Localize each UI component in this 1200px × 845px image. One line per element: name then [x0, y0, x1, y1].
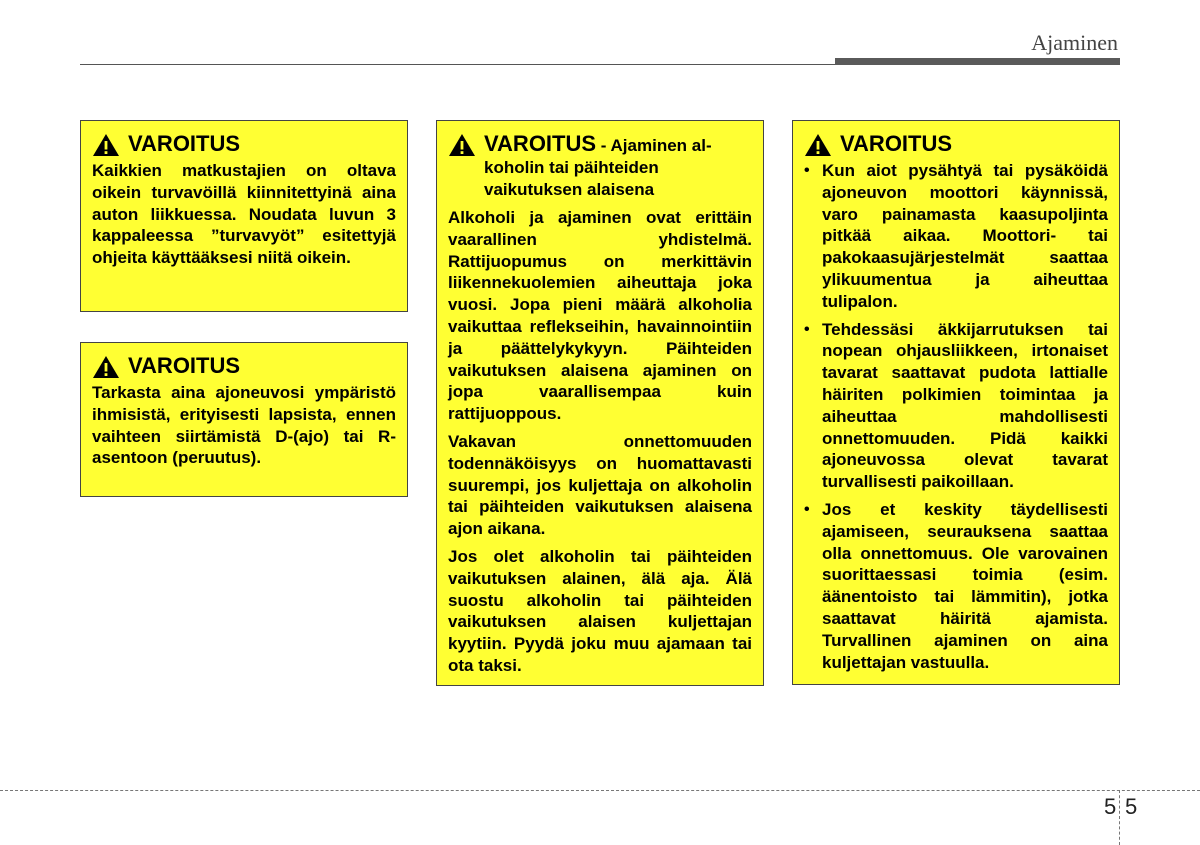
warning-triangle-icon — [92, 133, 120, 157]
list-item — [804, 160, 1108, 313]
warning-box-driving-safety — [792, 120, 1120, 685]
warning-title: VAROITUS — [128, 353, 241, 378]
bullet-text: Tehdessäsi äkkijarrutuksen tai nopean ohjausliikkeen, irtonaiset tavarat saattavat pudota lattialle häiriten polkimien toimintaa ja aiheuttaa mahdollisesti onnettomuuden. Pidä kaikki ajoneuvossa olevat tavarat turvallisesti paikoillaan. — [822, 319, 1108, 492]
warning-bullet-list — [804, 160, 1108, 673]
page-number-separator — [1119, 790, 1120, 845]
chapter-number: 5 — [1104, 794, 1117, 819]
header-rule — [80, 64, 835, 65]
warning-box-seatbelts — [80, 120, 408, 312]
warning-box-heading — [804, 131, 1108, 157]
bullet-text: Kun aiot pysähtyä tai pysäköidä ajoneuvon moottori käynnissä, varo painamasta kaasupoljinta pitkää aikaa. Moottori- tai pakokaasujärjestelmät saattaa ylikuumentua ja aiheuttaa tulipalon. — [822, 161, 1108, 311]
header-bar — [835, 58, 1120, 65]
page-number: 5 — [1125, 794, 1138, 819]
warning-title: VAROITUS — [840, 131, 953, 156]
bullet-icon: • — [804, 500, 810, 518]
warning-paragraph: Jos olet alkoholin tai päihteiden vaikutuksen alainen, älä aja. Älä suostu alkoholin tai päihteiden vaikutuksen alaisen kuljettajan kyytiin. Pyydä joku muu ajamaan tai ota taksi. — [448, 546, 752, 675]
warning-triangle-icon — [92, 355, 120, 379]
warning-box-heading — [92, 131, 396, 157]
warning-box-alcohol — [436, 120, 764, 686]
warning-box-heading — [92, 353, 396, 379]
page-header-title: Ajaminen — [1031, 30, 1118, 55]
warning-subtitle-start: - Ajaminen al- — [596, 136, 712, 155]
warning-triangle-icon — [804, 133, 832, 157]
footer-rule — [0, 790, 1200, 791]
bullet-text: Jos et keskity täydellisesti ajamiseen, seurauksena saattaa olla onnettomuus. Ole varovainen suorittaessasi toimia (esim. äänentoisto tai lämmitin), jotka saattavat häiritä ajamista. Turvallinen ajaminen on aina kuljettajan vastuulla. — [822, 499, 1108, 672]
warning-box-heading — [448, 131, 752, 201]
list-item — [804, 499, 1108, 673]
warning-title: VAROITUS — [128, 131, 241, 156]
bullet-icon: • — [804, 162, 810, 179]
warning-subtitle-rest: koholin tai päihteiden vaikutuksen alaisena — [484, 158, 659, 199]
warning-text: Kaikkien matkustajien on oltava oikein turvavöillä kiinnitettyinä aina auton liikkuessa. Noudata luvun 3 kappaleessa ”turvavyöt” esitettyjä ohjeita käyttääksesi niitä oikein. — [92, 161, 396, 268]
bullet-icon: • — [804, 320, 810, 338]
warning-text: Tarkasta aina ajoneuvosi ympäristö ihmisistä, erityisesti lapsista, ennen vaihteen siirtämistä D-(ajo) tai R-asentoon (peruutus). — [92, 383, 396, 468]
warning-triangle-icon — [448, 133, 476, 157]
warning-box-surroundings — [80, 342, 408, 497]
warning-title: VAROITUS — [484, 131, 597, 156]
warning-paragraph: Alkoholi ja ajaminen ovat erittäin vaarallinen yhdistelmä. Rattijuopumus on merkittävin liikennekuolemien aiheuttaja joka vuosi. Jopa pieni määrä alkoholia vaikuttaa reflekseihin, havainnointiin ja päättelykykyyn. Päihteiden vaikutuksen alaisena ajaminen on jopa vaarallisempaa kuin rattijuoppous. — [448, 208, 752, 424]
list-item — [804, 319, 1108, 493]
warning-paragraph: Vakavan onnettomuuden todennäköisyys on huomattavasti suurempi, jos kuljettaja on alkoholin tai päihteiden vaikutuksen alaisena ajon aikana. — [448, 431, 752, 539]
